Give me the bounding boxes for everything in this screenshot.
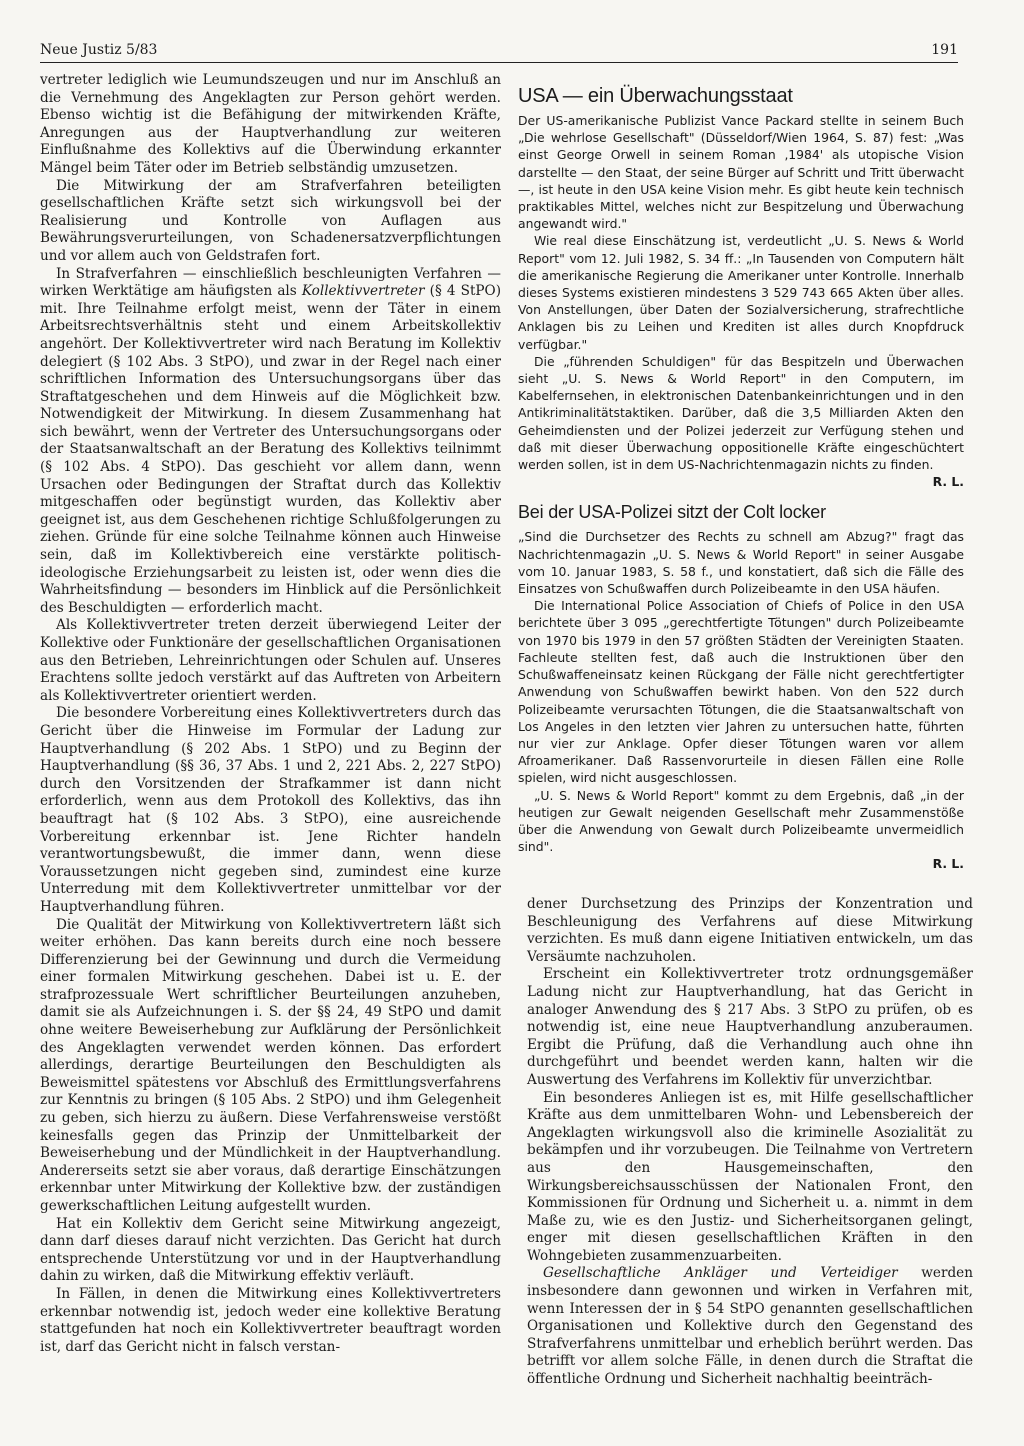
- right-column: [527, 896, 973, 1389]
- paragraph: vertreter lediglich wie Leumundszeugen und nur im Anschluß an die Vernehmung des Angeklagten zur Person gehört werden. Ebenso wichtig ist die Befähigung der mitwirkenden Kräfte, Anregungen aus der Hauptverhandlung zur weiteren Einflußnahme des Kollektivs auf die Überwindung erkannter Mängel beim Täter oder im Betrieb selbständig umzusetzen.: [40, 72, 501, 176]
- paragraph: Hat ein Kollektiv dem Gericht seine Mitwirkung angezeigt, dann darf dieses darauf nicht verzichten. Das Gericht hat durch entsprechende Unterstützung vor und in der Hauptverhandlung dahin zu wirken, daß die Mitwirkung effektiv verläuft.: [40, 1215, 501, 1285]
- sidebar-paragraph: Die International Police Association of Chiefs of Police in den USA berichtete über 3 095 „gerechtfertigte Tötungen" durch Polizeibeamte von 1970 bis 1979 in den 57 größten Städten der Vereinigten Staaten. Fachleute stellten fest, daß auch die Instruktionen über den Schußwaffeneinsatz keinen Rückgang der Fälle nicht gerechtfertigter Anwendung von Schußwaffen bewirkt haben. Von den 522 durch Polizeibeamte verursachten Tötungen, die die Staatsanwaltschaft von Los Angeles in den letzten vier Jahren zu untersuchen hatte, führten nur vier zur Anklage. Opfer dieser Tötungen waren vor allem Afroamerikaner. Daß Rassenvorurteile in diesen Fällen eine Rolle spielen, wird nicht ausgeschlossen.: [518, 598, 964, 786]
- sidebar-heading: Bei der USA-Polizei sitzt der Colt locker: [518, 502, 826, 523]
- paragraph: Die Qualität der Mitwirkung von Kollektivvertretern läßt sich weiter erhöhen. Das kann bereits durch eine noch bessere Differenzierung bei der Gewinnung und durch die Vermeidung einer formalen Mitwirkung geschehen. Dabei ist u. E. der strafprozessuale Wert schriftlicher Beurteilungen anzuheben, damit sie als Aufzeichnungen i. S. der §§ 24, 49 StPO und damit ohne weitere Beweiserhebung zur Aufklärung der Persönlichkeit des Angeklagten verwendet werden können. Das erfordert allerdings, derartige Beurteilungen den Beschuldigten als Beweismittel spätestens vor Abschluß des Ermittlungsverfahrens zur Kenntnis zu bringen (§ 105 Abs. 2 StPO) und ihm Gelegenheit zu geben, sich hierzu zu äußern. Diese Verfahrensweise verstößt keinesfalls gegen das Prinzip der Unmittelbarkeit der Beweiserhebung und der Mündlichkeit in der Hauptverhandlung. Andererseits setzt sie aber voraus, daß derartige Einschätzungen erkennbar unter Mitwirkung der Kollektive bzw. der zuständigen gewerkschaftlichen Leitung aufgestellt wurden.: [40, 916, 501, 1214]
- sidebar-paragraph: Der US-amerikanische Publizist Vance Packard stellte in seinem Buch „Die wehrlose Gesellschaft" (Düsseldorf/Wien 1964, S. 87) fest: „Was einst George Orwell in seinem Roman ‚1984' als utopische Vision darstellte — den Staat, der seine Bürger auf Schritt und Tritt überwacht —, ist heute in den USA keine Vision mehr. Es gibt heute kein technisch praktikables Mittel, welches nicht zur Bespitzelung und Überwachung angewandt wird.": [518, 113, 964, 232]
- left-column: [40, 72, 501, 1356]
- page-number: 191: [931, 42, 958, 58]
- journal-issue: Neue Justiz 5/83: [40, 42, 158, 58]
- emphasis-term: Gesellschaftliche Ankläger und Verteidiger: [543, 1265, 898, 1282]
- sidebar-paragraph: Wie real diese Einschätzung ist, verdeutlicht „U. S. News & World Report" vom 12. Juli 1982, S. 34 ff.: „In Tausenden von Computern hält die amerikanische Regierung die Amerikaner unter Kontrolle. Innerhalb dieses Systems existieren mindestens 3 529 743 665 Akten über alles. Von Anstellungen, über Daten der Sozialversicherung, strafrechtliche Anklagen bis zu Leihen und Krediten ist alles durch Knopfdruck verfügbar.": [518, 233, 964, 352]
- sidebar-paragraph: Die „führenden Schuldigen" für das Bespitzeln und Überwachen sieht „U. S. News & World Report" in den Computern, im Kabelfernsehen, in elektronischen Datenbankeinrichtungen und in den Antikriminalitätstaktiken. Darüber, daß die 3,5 Milliarden Akten den Geheimdiensten und der Polizei jederzeit zur Verfügung stehen und daß mit dieser Überwachung oppositionelle Kräfte eingeschüchtert werden sollen, ist in dem US-Nachrichtenmagazin nichts zu finden.: [518, 353, 964, 473]
- paragraph-text: (§ 4 StPO) mit. Ihre Teilnahme erfolgt meist, wenn der Täter in einem Arbeitsrechtsverhältnis steht und einem Arbeitskollektiv angehört. Der Kollektivvertreter wird nach Beratung im Kollektiv delegiert (§ 102 Abs. 3 StPO), und zwar in der Regel nach einer schriftlichen Information des Untersuchungsorgans über das Straftatgeschehen und dem Hinweis auf die Möglichkeit bzw. Notwendigkeit der Mitwirkung. In diesem Zusammenhang hat sich bewährt, wenn der Vertreter des Untersuchungsorgans oder der Staatsanwaltschaft an der Beratung des Kollektivs teilnimmt (§ 102 Abs. 4 StPO). Das geschieht vor allem dann, wenn Ursachen oder Bedingungen der Straftat durch das Kollektiv mitgeschaffen oder begünstigt wurden, das Kollektiv aber geeignet ist, aus dem Geschehenen richtige Schlußfolgerungen zu ziehen. Gründe für eine solche Teilnahme können auch Hinweise sein, daß im Kollektivbereich eine verstärkte politisch-ideologische Erziehungsarbeit zu leisten ist, oder wenn dies die Wahrheitsfindung — besonders im Hinblick auf die Persönlichkeit des Beschuldigten — erforderlich macht.: [40, 283, 501, 616]
- sidebar-paragraph: „Sind die Durchsetzer des Rechts zu schnell am Abzug?" fragt das Nachrichtenmagazin „U. S. News & World Report" in seiner Ausgabe vom 10. Januar 1983, S. 58 f., und konstatiert, daß sich die Fälle des Einsatzes von Schußwaffen durch Polizeibeamte in den USA häufen.: [518, 529, 964, 597]
- paragraph: Als Kollektivvertreter treten derzeit überwiegend Leiter der Kollektive oder Funktionäre der gesellschaftlichen Organisationen aus den Betrieben, Lehreinrichtungen oder Schulen auf. Unseres Erachtens sollte jedoch verstärkt auf das Auftreten von Arbeitern als Kollektivvertreter orientiert werden.: [40, 617, 501, 704]
- paragraph: [40, 266, 501, 618]
- paragraph: Die Mitwirkung der am Strafverfahren beteiligten gesellschaftlichen Kräfte setzt sich wirkungsvoll bei der Realisierung und Kontrolle von Auflagen aus Bewährungsverurteilungen, von Schadenersatzverpflichtungen und vor allem auch von Geldstrafen fort.: [40, 177, 501, 264]
- emphasis-term: Kollektivvertreter: [301, 283, 425, 300]
- page-header: [40, 40, 958, 63]
- sidebar-signature: [514, 855, 968, 872]
- sidebar-signature: [514, 473, 968, 490]
- paragraph: Erscheint ein Kollektivvertreter trotz ordnungsgemäßer Ladung nicht zur Hauptverhandlung, hat das Gericht in analoger Anwendung des § 217 Abs. 3 StPO zu prüfen, ob es notwendig ist, eine neue Hauptverhandlung anzuberaumen. Ergibt die Prüfung, daß die Verhandlung auch ohne ihn durchgeführt und beendet werden kann, halten wir die Auswertung des Verfahrens im Kollektiv für unverzichtbar.: [527, 966, 973, 1088]
- sidebar-paragraph: „U. S. News & World Report" kommt zu dem Ergebnis, daß „in der heutigen zur Gewalt neigenden Gesellschaft mehr Zusammenstöße über die Anwendung von Gewalt durch Polizeibeamte unvermeidlich sind".: [518, 787, 964, 855]
- paragraph: dener Durchsetzung des Prinzips der Konzentration und Beschleunigung des Verfahrens auf diese Mitwirkung verzichten. Es muß dann eigene Initiativen entwickeln, um das Versäumte nachzuholen.: [527, 896, 973, 965]
- author-initials: R. L.: [932, 474, 964, 490]
- paragraph: In Fällen, in denen die Mitwirkung eines Kollektivvertreters erkennbar notwendig ist, jedoch weder eine kollektive Beratung stattgefunden hat noch ein Kollektivvertreter beauftragt worden ist, darf das Gericht nicht in falsch verstan-: [40, 1285, 501, 1355]
- author-initials: R. L.: [932, 856, 964, 872]
- paragraph-text: werden insbesondere dann gewonnen und wirken in Verfahren mit, wenn Interessen der in § 54 StPO genannten gesellschaftlichen Organisationen und Kollektive durch den Gegenstand des Strafverfahrens unmittelbar und erheblich berührt werden. Das betrifft vor allem solche Fälle, in denen durch die Straftat die öffentliche Ordnung und Sicherheit nachhaltig beeinträch-: [527, 1265, 973, 1388]
- paragraph: [527, 1265, 973, 1388]
- sidebar-box: [514, 80, 968, 894]
- paragraph: Ein besonderes Anliegen ist es, mit Hilfe gesellschaftlicher Kräfte aus dem unmittelbaren Wohn- und Lebensbereich der Angeklagten wirkungsvoll also die kriminelle Asozialität zu bekämpfen und ihr vorzubeugen. Die Teilnahme von Vertretern aus den Hausgemeinschaften, den Wirkungsbereichsausschüssen der Nationalen Front, den Kommissionen für Ordnung und Sicherheit u. a. nimmt in dem Maße zu, wie es den Justiz- und Sicherheitsorganen gelingt, enger mit diesen gesellschaftlichen Kräften in den Wohngebieten zusammenzuarbeiten.: [527, 1089, 973, 1264]
- paragraph-text: In Strafverfahren — einschließlich beschleunigten Verfahren — wirken Werktätige am häufigsten als: [40, 265, 501, 300]
- sidebar-heading: USA — ein Überwachungsstaat: [518, 85, 793, 107]
- paragraph: Die besondere Vorbereitung eines Kollektivvertreters durch das Gericht über die Hinweise im Formular der Ladung zur Hauptverhandlung (§ 202 Abs. 1 StPO) und zu Beginn der Hauptverhandlung (§§ 36, 37 Abs. 1 und 2, 221 Abs. 2, 227 StPO) durch den Vorsitzenden der Strafkammer ist dann nicht erforderlich, wenn aus dem Protokoll des Kollektivs, das ihn beauftragt hat (§ 102 Abs. 3 StPO), eine ausreichende Vorbereitung erkennbar ist. Jene Richter handeln verantwortungsbewußt, die immer dann, wenn diese Voraussetzungen nicht gegeben sind, zumindest eine kurze Unterredung mit dem Kollektivvertreter unmittelbar vor der Hauptverhandlung führen.: [40, 705, 501, 915]
